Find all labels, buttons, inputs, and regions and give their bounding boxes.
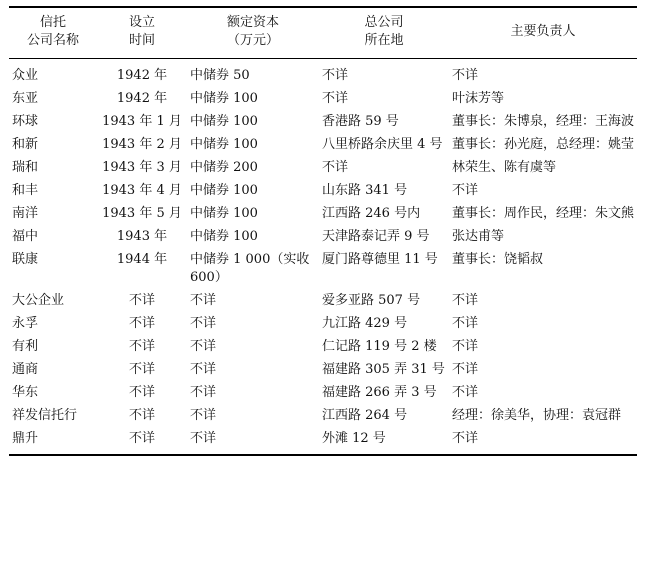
responsible-persons-cell [449, 249, 637, 290]
table-row [9, 59, 637, 89]
head-office-location-cell [319, 226, 449, 249]
head-office-location-cell [319, 157, 449, 180]
head-office-location-cell-text: 不详 [322, 68, 349, 83]
header-head-office-location: 总公司 所在地 [364, 15, 404, 48]
founded-time-cell [97, 88, 187, 111]
responsible-persons-cell [449, 88, 637, 111]
responsible-persons-cell [449, 336, 637, 359]
table-row [9, 405, 637, 428]
table-row [9, 428, 637, 455]
registered-capital-cell-text: 中储券 100 [190, 114, 258, 129]
founded-time-cell [97, 428, 187, 455]
head-office-location-cell-text: 厦门路尊德里 11 号 [322, 252, 438, 267]
responsible-persons-cell-text: 董事长：周作民，经理：朱文熊 [452, 206, 635, 221]
company-name-cell [9, 180, 97, 203]
head-office-location-cell-text: 外滩 12 号 [322, 431, 386, 446]
founded-time-cell [97, 203, 187, 226]
company-name-cell [9, 134, 97, 157]
registered-capital-cell-text: 中储券 100 [190, 183, 258, 198]
head-office-location-cell-text: 山东路 341 号 [322, 183, 408, 198]
responsible-persons-cell-text: 董事长：孙光庭，总经理：姚莹 [452, 137, 635, 152]
founded-time-cell [97, 134, 187, 157]
responsible-persons-cell-text: 不详 [452, 362, 479, 377]
company-name-cell [9, 290, 97, 313]
table-row [9, 382, 637, 405]
responsible-persons-cell [449, 226, 637, 249]
responsible-persons-cell-text: 不详 [452, 385, 479, 400]
founded-time-cell-text: 不详 [128, 385, 155, 400]
responsible-persons-cell [449, 382, 637, 405]
founded-time-cell [97, 382, 187, 405]
head-office-location-cell-text: 八里桥路余庆里 4 号 [322, 137, 443, 152]
registered-capital-cell-text: 中储券 100 [190, 137, 258, 152]
founded-time-cell-text: 不详 [128, 431, 155, 446]
founded-time-cell [97, 359, 187, 382]
registered-capital-cell [187, 180, 319, 203]
founded-time-cell-text: 1943 年 1 月 [102, 114, 182, 129]
founded-time-cell [97, 59, 187, 89]
head-office-location-cell-text: 江西路 264 号 [322, 408, 408, 423]
responsible-persons-cell [449, 59, 637, 89]
registered-capital-cell-text: 中储券 100 [190, 229, 258, 244]
registered-capital-cell [187, 313, 319, 336]
table-row [9, 111, 637, 134]
company-name-cell-text: 和新 [12, 137, 39, 152]
company-name-cell [9, 157, 97, 180]
registered-capital-cell [187, 359, 319, 382]
registered-capital-cell-text: 不详 [190, 431, 217, 446]
company-name-cell-text: 华东 [12, 385, 39, 400]
founded-time-cell-text: 不详 [128, 293, 155, 308]
founded-time-cell-text: 不详 [128, 362, 155, 377]
responsible-persons-cell-text: 经理：徐美华，协理：袁冠群 [452, 408, 622, 423]
responsible-persons-cell [449, 180, 637, 203]
founded-time-cell-text: 1944 年 [116, 252, 168, 267]
table-row [9, 336, 637, 359]
header-main-responsible-persons: 主要负责人 [510, 24, 576, 39]
founded-time-cell [97, 290, 187, 313]
company-name-cell [9, 249, 97, 290]
head-office-location-cell-text: 福建路 305 弄 31 号 [322, 362, 445, 377]
company-name-cell-text: 通商 [12, 362, 39, 377]
responsible-persons-cell-text: 不详 [452, 183, 479, 198]
registered-capital-cell [187, 382, 319, 405]
company-name-cell-text: 南洋 [12, 206, 39, 221]
responsible-persons-cell-text: 不详 [452, 316, 479, 331]
founded-time-cell [97, 157, 187, 180]
registered-capital-cell-text: 不详 [190, 408, 217, 423]
head-office-location-cell [319, 249, 449, 290]
head-office-location-cell-text: 九江路 429 号 [322, 316, 408, 331]
company-name-cell [9, 405, 97, 428]
company-name-cell-text: 有利 [12, 339, 39, 354]
head-office-location-cell [319, 313, 449, 336]
registered-capital-cell [187, 111, 319, 134]
responsible-persons-cell [449, 290, 637, 313]
registered-capital-cell [187, 226, 319, 249]
company-name-cell [9, 59, 97, 89]
founded-time-cell-text: 不详 [128, 408, 155, 423]
founded-time-cell-text: 1942 年 [116, 68, 168, 83]
registered-capital-cell-text: 中储券 1 000（实收 600） [190, 252, 310, 285]
registered-capital-cell-text: 中储券 200 [190, 160, 258, 175]
responsible-persons-cell [449, 203, 637, 226]
company-name-cell-text: 鼎升 [12, 431, 39, 446]
table-row [9, 249, 637, 290]
table-row [9, 359, 637, 382]
table-row [9, 157, 637, 180]
head-office-location-cell [319, 59, 449, 89]
head-office-location-cell [319, 111, 449, 134]
head-office-location-cell [319, 336, 449, 359]
registered-capital-cell [187, 249, 319, 290]
head-office-location-cell [319, 405, 449, 428]
table-row [9, 313, 637, 336]
company-name-cell-text: 环球 [12, 114, 39, 129]
company-name-cell-text: 联康 [12, 252, 39, 267]
responsible-persons-cell [449, 313, 637, 336]
responsible-persons-cell-text: 不详 [452, 339, 479, 354]
company-name-cell-text: 东亚 [12, 91, 39, 106]
company-name-cell [9, 359, 97, 382]
responsible-persons-cell [449, 111, 637, 134]
company-name-cell [9, 428, 97, 455]
table-header [9, 7, 637, 59]
head-office-location-cell-text: 不详 [322, 160, 349, 175]
registered-capital-cell [187, 428, 319, 455]
head-office-location-cell-text: 不详 [322, 91, 349, 106]
responsible-persons-cell-text: 董事长：饶韬叔 [452, 252, 544, 267]
company-name-cell [9, 111, 97, 134]
table-row [9, 88, 637, 111]
founded-time-cell [97, 111, 187, 134]
founded-time-cell-text: 不详 [128, 339, 155, 354]
founded-time-cell [97, 180, 187, 203]
founded-time-cell-text: 1943 年 [116, 229, 168, 244]
responsible-persons-cell-text: 林荣生、陈有虞等 [452, 160, 557, 175]
trust-company-table-container [9, 6, 637, 456]
founded-time-cell [97, 405, 187, 428]
head-office-location-cell-text: 福建路 266 弄 3 号 [322, 385, 437, 400]
registered-capital-cell-text: 不详 [190, 385, 217, 400]
founded-time-cell-text: 1943 年 3 月 [102, 160, 182, 175]
header-company-name: 信托 公司名称 [26, 15, 79, 48]
trust-company-table [9, 6, 637, 456]
head-office-location-cell [319, 382, 449, 405]
registered-capital-cell [187, 88, 319, 111]
head-office-location-cell-text: 爱多亚路 507 号 [322, 293, 421, 308]
table-row [9, 134, 637, 157]
registered-capital-cell-text: 不详 [190, 339, 217, 354]
head-office-location-cell [319, 428, 449, 455]
founded-time-cell [97, 226, 187, 249]
company-name-cell [9, 88, 97, 111]
responsible-persons-cell [449, 428, 637, 455]
registered-capital-cell [187, 336, 319, 359]
table-body [9, 59, 637, 456]
founded-time-cell-text: 不详 [128, 316, 155, 331]
table-row [9, 180, 637, 203]
company-name-cell [9, 313, 97, 336]
registered-capital-cell-text: 中储券 100 [190, 206, 258, 221]
table-row [9, 226, 637, 249]
table-row [9, 290, 637, 313]
header-registered-capital: 额定资本 （万元） [226, 15, 279, 48]
founded-time-cell [97, 336, 187, 359]
company-name-cell [9, 203, 97, 226]
head-office-location-cell [319, 290, 449, 313]
registered-capital-cell-text: 不详 [190, 293, 217, 308]
founded-time-cell [97, 313, 187, 336]
registered-capital-cell [187, 290, 319, 313]
table-row [9, 203, 637, 226]
company-name-cell-text: 祥发信托行 [12, 408, 78, 423]
company-name-cell [9, 382, 97, 405]
company-name-cell [9, 226, 97, 249]
registered-capital-cell-text: 不详 [190, 316, 217, 331]
company-name-cell-text: 众业 [12, 68, 39, 83]
header-founded-time: 设立 时间 [128, 15, 155, 48]
head-office-location-cell [319, 88, 449, 111]
head-office-location-cell-text: 仁记路 119 号 2 楼 [322, 339, 437, 354]
company-name-cell-text: 福中 [12, 229, 39, 244]
founded-time-cell [97, 249, 187, 290]
company-name-cell-text: 瑞和 [12, 160, 39, 175]
responsible-persons-cell-text: 叶沫芳等 [452, 91, 505, 106]
responsible-persons-cell-text: 张达甫等 [452, 229, 505, 244]
responsible-persons-cell [449, 405, 637, 428]
responsible-persons-cell-text: 不详 [452, 293, 479, 308]
company-name-cell [9, 336, 97, 359]
registered-capital-cell-text: 中储券 50 [190, 68, 250, 83]
responsible-persons-cell-text: 不详 [452, 68, 479, 83]
founded-time-cell-text: 1943 年 4 月 [102, 183, 182, 198]
registered-capital-cell [187, 157, 319, 180]
head-office-location-cell [319, 203, 449, 226]
head-office-location-cell [319, 180, 449, 203]
registered-capital-cell [187, 59, 319, 89]
registered-capital-cell-text: 中储券 100 [190, 91, 258, 106]
founded-time-cell-text: 1943 年 2 月 [102, 137, 182, 152]
registered-capital-cell [187, 405, 319, 428]
responsible-persons-cell-text: 董事长：朱博泉，经理：王海波 [452, 114, 635, 129]
registered-capital-cell [187, 134, 319, 157]
responsible-persons-cell [449, 134, 637, 157]
responsible-persons-cell-text: 不详 [452, 431, 479, 446]
head-office-location-cell-text: 香港路 59 号 [322, 114, 399, 129]
founded-time-cell-text: 1943 年 5 月 [102, 206, 182, 221]
head-office-location-cell-text: 江西路 246 号内 [322, 206, 421, 221]
company-name-cell-text: 大公企业 [12, 293, 65, 308]
head-office-location-cell [319, 134, 449, 157]
registered-capital-cell-text: 不详 [190, 362, 217, 377]
head-office-location-cell [319, 359, 449, 382]
company-name-cell-text: 和丰 [12, 183, 39, 198]
responsible-persons-cell [449, 157, 637, 180]
founded-time-cell-text: 1942 年 [116, 91, 168, 106]
company-name-cell-text: 永孚 [12, 316, 39, 331]
head-office-location-cell-text: 天津路泰记弄 9 号 [322, 229, 430, 244]
registered-capital-cell [187, 203, 319, 226]
responsible-persons-cell [449, 359, 637, 382]
header-row [9, 7, 637, 59]
